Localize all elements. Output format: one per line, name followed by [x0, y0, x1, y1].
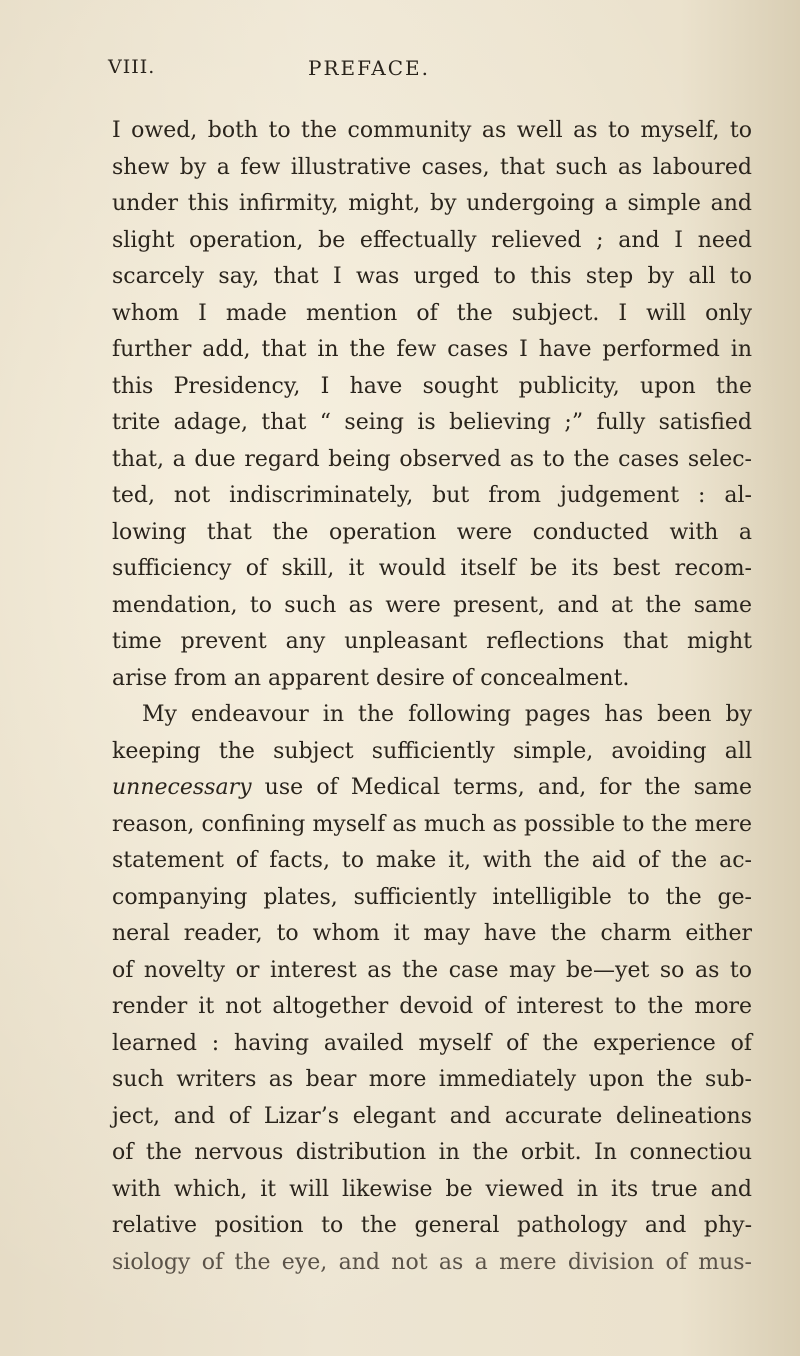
- text-line: ject, and of Lizar’s elegant and accurate delineations: [112, 1103, 752, 1129]
- running-head: PREFACE.: [308, 56, 430, 80]
- page-header: [108, 56, 748, 96]
- text-line: whom I made mention of the subject. I will only: [112, 300, 752, 326]
- text-line-with-italic: [112, 770, 752, 807]
- text-line: such writers as bear more immediately upon the sub-: [112, 1067, 752, 1092]
- page-number: VIII.: [108, 56, 156, 78]
- text-line: scarcely say, that I was urged to this step by all to: [112, 264, 752, 289]
- text-line: of the nervous distribution in the orbit. In connectiou: [112, 1140, 752, 1165]
- text-run: use of Medical terms, and, for the same: [251, 775, 752, 800]
- text-line: ted, not indiscriminately, but from judgement : al-: [112, 483, 752, 508]
- text-line: mendation, to such as were present, and at the same: [112, 592, 752, 618]
- text-line: learned : having availed myself of the experience of: [112, 1030, 752, 1056]
- text-line: relative position to the general pathology and phy-: [112, 1213, 752, 1238]
- text-run: keeping the subject sufficiently simple, avoiding all: [112, 738, 752, 764]
- text-line: siology of the eye, and not as a mere division of mus-: [112, 1249, 752, 1275]
- paragraph-end-line: arise from an apparent desire of concealment.: [112, 665, 630, 691]
- text-line: neral reader, to whom it may have the charm either: [112, 921, 752, 946]
- italic-word: unnecessary: [112, 775, 252, 800]
- text-line: time prevent any unpleasant reflections that might: [112, 629, 752, 654]
- text-line: statement of facts, to make it, with the aid of the ac-: [112, 848, 752, 873]
- text-line: I owed, both to the community as well as to myself, to: [112, 118, 752, 143]
- text-line: lowing that the operation were conducted with a: [112, 519, 752, 545]
- paragraph-start-line: My endeavour in the following pages has been by: [142, 702, 752, 727]
- text-line: that, a due regard being observed as to the cases selec-: [112, 446, 752, 472]
- text-line: render it not altogether devoid of interest to the more: [112, 994, 752, 1019]
- text-line: slight operation, be effectually relieved ; and I need: [112, 227, 752, 253]
- text-line: reason, confining myself as much as possible to the mere: [112, 811, 752, 837]
- text-line: with which, it will likewise be viewed in its true and: [112, 1176, 752, 1202]
- text-line: [112, 734, 752, 771]
- text-line: companying plates, sufficiently intelligible to the ge-: [112, 884, 752, 910]
- text-line: shew by a few illustrative cases, that such as laboured: [112, 154, 752, 180]
- text-line: under this infirmity, might, by undergoing a simple and: [112, 191, 752, 216]
- text-line: this Presidency, I have sought publicity, upon the: [112, 373, 752, 399]
- body-text: [112, 113, 752, 1281]
- text-line: trite adage, that “ seing is believing ;” fully satisfied: [112, 410, 752, 435]
- text-line: sufficiency of skill, it would itself be its best recom-: [112, 556, 752, 581]
- text-line: of novelty or interest as the case may be—yet so as to: [112, 957, 752, 983]
- text-line: further add, that in the few cases I have performed in: [112, 337, 752, 362]
